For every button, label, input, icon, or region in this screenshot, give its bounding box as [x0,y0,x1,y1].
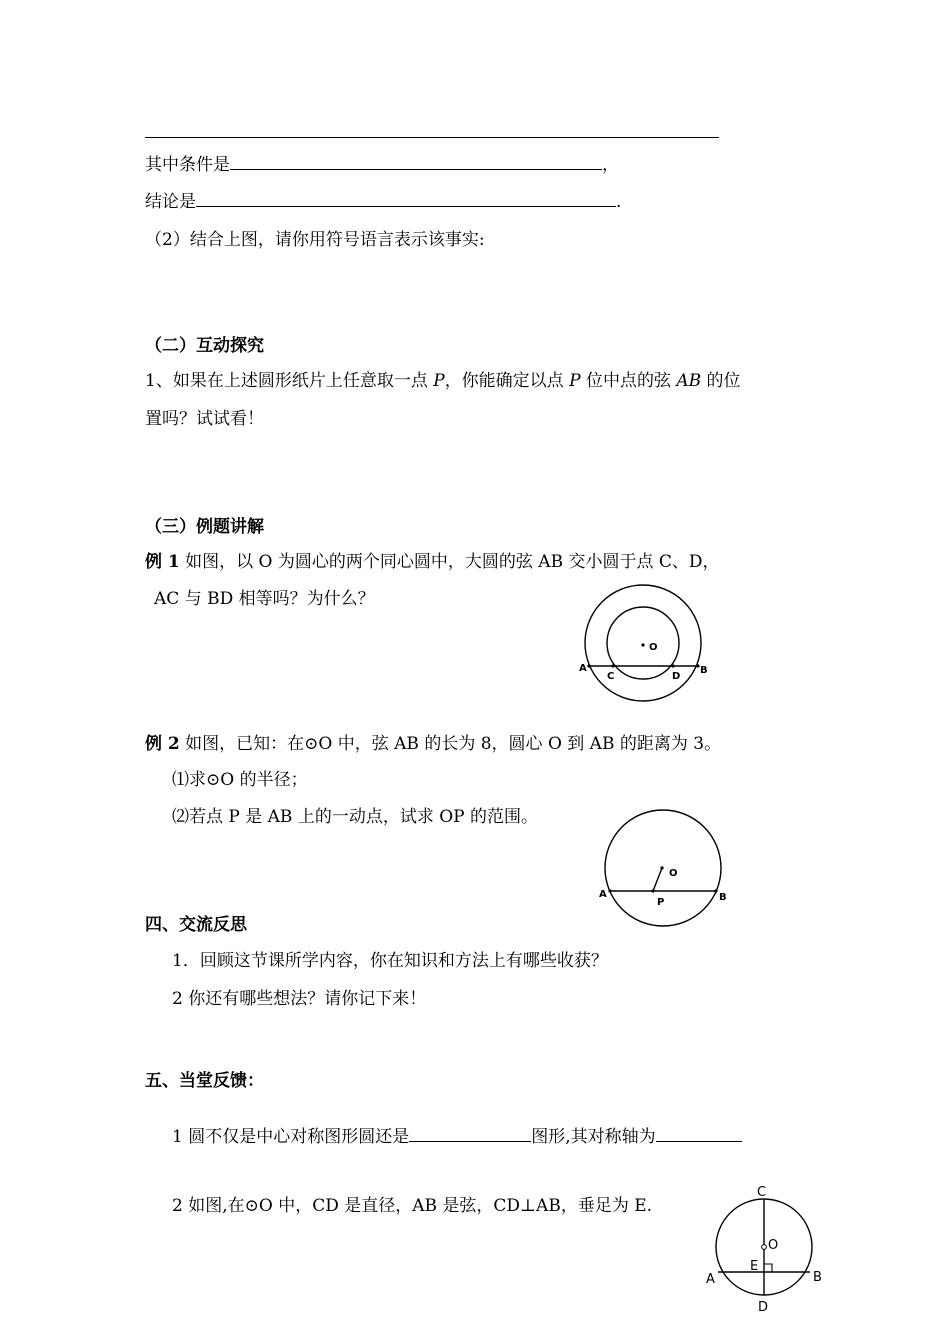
condition-label: 其中条件是 [145,155,230,175]
example2-q1: ⑴求⊙O 的半径； [172,770,308,790]
q1-text-a: 1、如果在上述圆形纸片上任意取一点 [145,371,428,391]
fig3-point-o [762,1245,767,1250]
example1-line2: AC 与 BD 相等吗？为什么？ [154,589,375,609]
fig2-label-b: B [719,892,727,903]
fig3-label-d: D [758,1300,769,1315]
fig2-label-o: O [669,868,678,879]
var-ab: AB [676,371,702,391]
example1-label: 例 1 [145,552,180,572]
conclusion-label: 结论是 [145,192,196,212]
fig1-label-c: C [607,671,615,682]
example2-text: 如图，已知：在⊙O 中，弦 AB 的长为 8，圆心 O 到 AB 的距离为 3。 [179,734,722,754]
section3-heading: （三）例题讲解 [145,517,264,537]
fig3-label-o: O [768,1238,779,1253]
q1-text-c: 位中点的弦 [585,371,671,391]
fig2-label-p: P [657,897,665,908]
var-p-2: P [569,371,581,391]
section5-heading: 五、当堂反馈： [145,1071,264,1091]
fig1-label-b: B [700,665,708,676]
section4-heading: 四、交流反思 [145,915,247,935]
var-p: P [433,371,445,391]
example2-q2: ⑵若点 P 是 AB 上的一动点，试求 OP 的范围。 [172,807,539,827]
fig3-label-c: C [757,1185,767,1200]
conclusion-period: . [616,192,622,212]
section2-heading: （二）互动探究 [145,336,264,356]
fig3-label-a: A [706,1272,715,1287]
section5-q2: 2 如图,在⊙O 中，CD 是直径，AB 是弦，CD⊥AB，垂足为 E. [172,1196,653,1216]
fig3-label-b: B [813,1270,822,1285]
example2-label: 例 2 [145,734,180,754]
item-2-text: （2）结合上图，请你用符号语言表示该事实: [145,230,485,250]
section5-q1-text-a: 1 圆不仅是中心对称图形圆还是 [172,1127,410,1147]
condition-comma: ， [602,155,619,175]
fig1-label-a: A [579,663,587,674]
section5-q1-text-b: 图形,其对称轴为 [531,1127,656,1147]
fig1-label-d: D [672,671,681,682]
fig1-label-o: O [649,642,658,653]
section2-q1-line2: 置吗？试试看！ [145,409,264,429]
q1-text-b: ，你能确定以点 [444,371,564,391]
section4-q2: 2 你还有哪些想法？请你记下来！ [172,989,427,1009]
fig3-label-e: E [750,1259,759,1274]
fig3-right-angle-mark [764,1264,772,1272]
section4-q1: 1．回顾这节课所学内容，你在知识和方法上有哪些收获？ [172,951,608,971]
q1-text-d: 的位 [706,371,741,391]
fig2-label-a: A [599,889,607,900]
example1-text: 如图，以 O 为圆心的两个同心圆中，大圆的弦 AB 交小圆于点 C、D， [179,552,720,572]
